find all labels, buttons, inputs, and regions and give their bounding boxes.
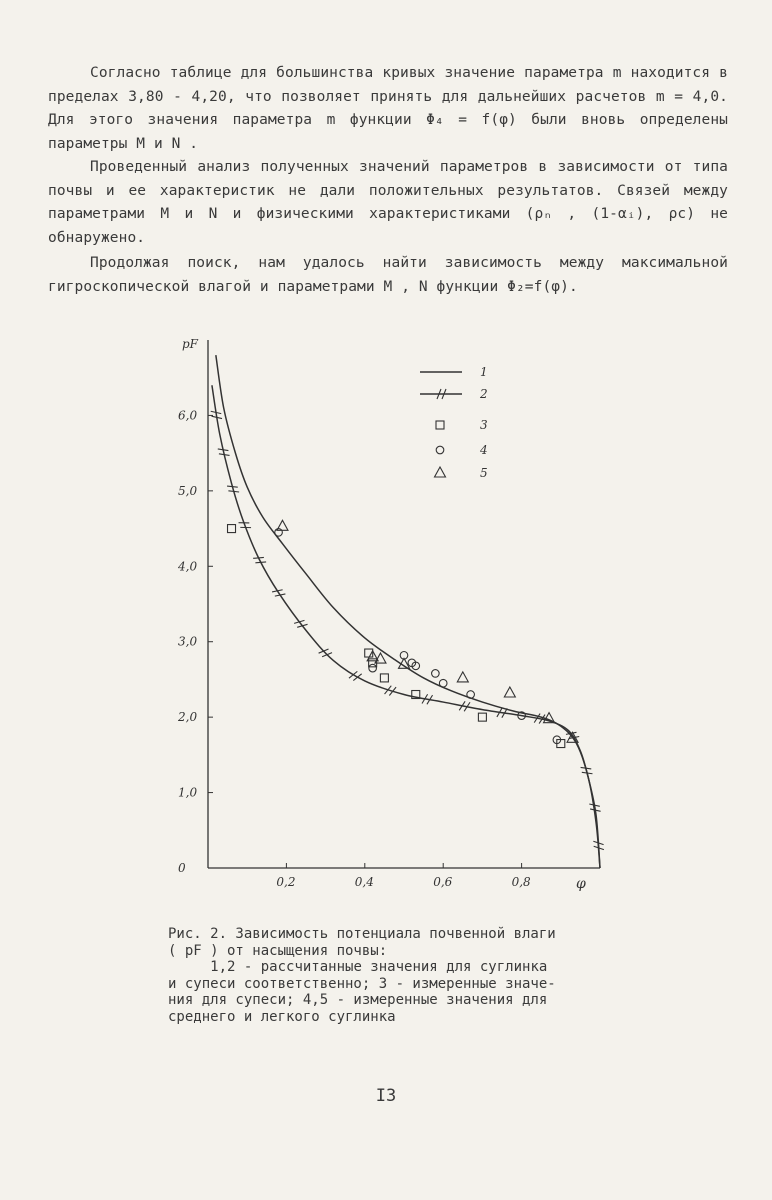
chart-legend: [420, 365, 488, 480]
hatch-mark-series-2: [322, 653, 332, 657]
hatch-mark-series-2: [228, 491, 239, 492]
x-tick-label: 0,4: [354, 875, 374, 889]
legend-marker-4: [436, 446, 444, 454]
x-tick-label: 0,2: [276, 875, 296, 889]
legend-marker-5: [435, 467, 446, 477]
hatch-mark-series-2: [582, 772, 593, 773]
data-point-series-5: [504, 687, 515, 697]
data-point-series-4: [275, 529, 283, 537]
data-point-series-3: [478, 713, 486, 721]
paragraph-3-text: Продолжая поиск, нам удалось найти зависимость между максимальной гигроскопической влагой и параметрами M , N функции Φ₂=f(φ).: [48, 255, 728, 295]
y-tick-label: 6,0: [178, 408, 198, 423]
paragraph-1-text: Согласно таблице для большинства кривых значение параметра m находится в пределах 3,80 - 4,20, что позволяет принять для дальнейших расчетов m = 4,0. Для этого значения параметра m функции Φ₄ = f(φ) были вновь определены параметры M и N .: [48, 65, 728, 152]
data-point-series-4: [432, 670, 440, 678]
hatch-mark-series-2: [255, 562, 266, 563]
legend-label-5: 5: [480, 466, 488, 480]
data-point-series-3: [228, 525, 236, 533]
data-point-series-3: [380, 674, 388, 682]
data-point-series-4: [467, 691, 475, 699]
y-tick-label: 2,0: [178, 710, 198, 725]
x-tick-label: 0,8: [511, 875, 531, 889]
chart-axes: [177, 337, 600, 892]
x-tick-label: 0,6: [433, 875, 453, 889]
data-point-series-4: [439, 679, 447, 687]
data-point-series-5: [457, 672, 468, 682]
legend-label-4: 4: [480, 443, 488, 457]
legend-marker-3: [436, 421, 444, 429]
curve-series-2: [212, 385, 600, 868]
y-tick-label: 1,0: [178, 785, 198, 800]
page-number: I3: [375, 1086, 397, 1106]
curve-series-1: [216, 355, 600, 868]
y-tick-label: 0: [178, 861, 186, 875]
hatch-mark-series-2: [581, 767, 592, 768]
chart-curves: [211, 355, 604, 868]
y-tick-label: 4,0: [178, 559, 198, 574]
hatch-mark-series-2: [319, 649, 329, 653]
y-axis-label: pF: [182, 337, 199, 351]
y-tick-label: 5,0: [178, 483, 198, 498]
legend-label-3: 3: [480, 418, 488, 432]
hatch-mark-series-2: [227, 486, 238, 487]
paragraph-2-text: Проведенный анализ полученных значений параметров в зависимости от типа почвы и ее характеристик не дали положительных результатов. Связей между параметрами M и N и физическими характеристиками (ρₙ , (1-αᵢ), ρc) не обнаружено.: [48, 159, 728, 246]
legend-label-2: 2: [480, 387, 488, 401]
hatch-mark-series-2: [253, 557, 264, 558]
data-point-series-4: [369, 664, 377, 672]
figure-caption: Рис. 2. Зависимость потенциала почвенной влаги ( pF ) от насыщения почвы: 1,2 - рассчитанные значения для суглинка и супеси соответственно; 3 - измеренные значе- ния для супеси; 4,5 - измеренные значения для среднего и легкого суглинка: [168, 926, 556, 1025]
x-axis-label: φ: [576, 876, 586, 892]
y-tick-label: 3,0: [178, 634, 198, 649]
legend-label-1: 1: [480, 365, 488, 379]
